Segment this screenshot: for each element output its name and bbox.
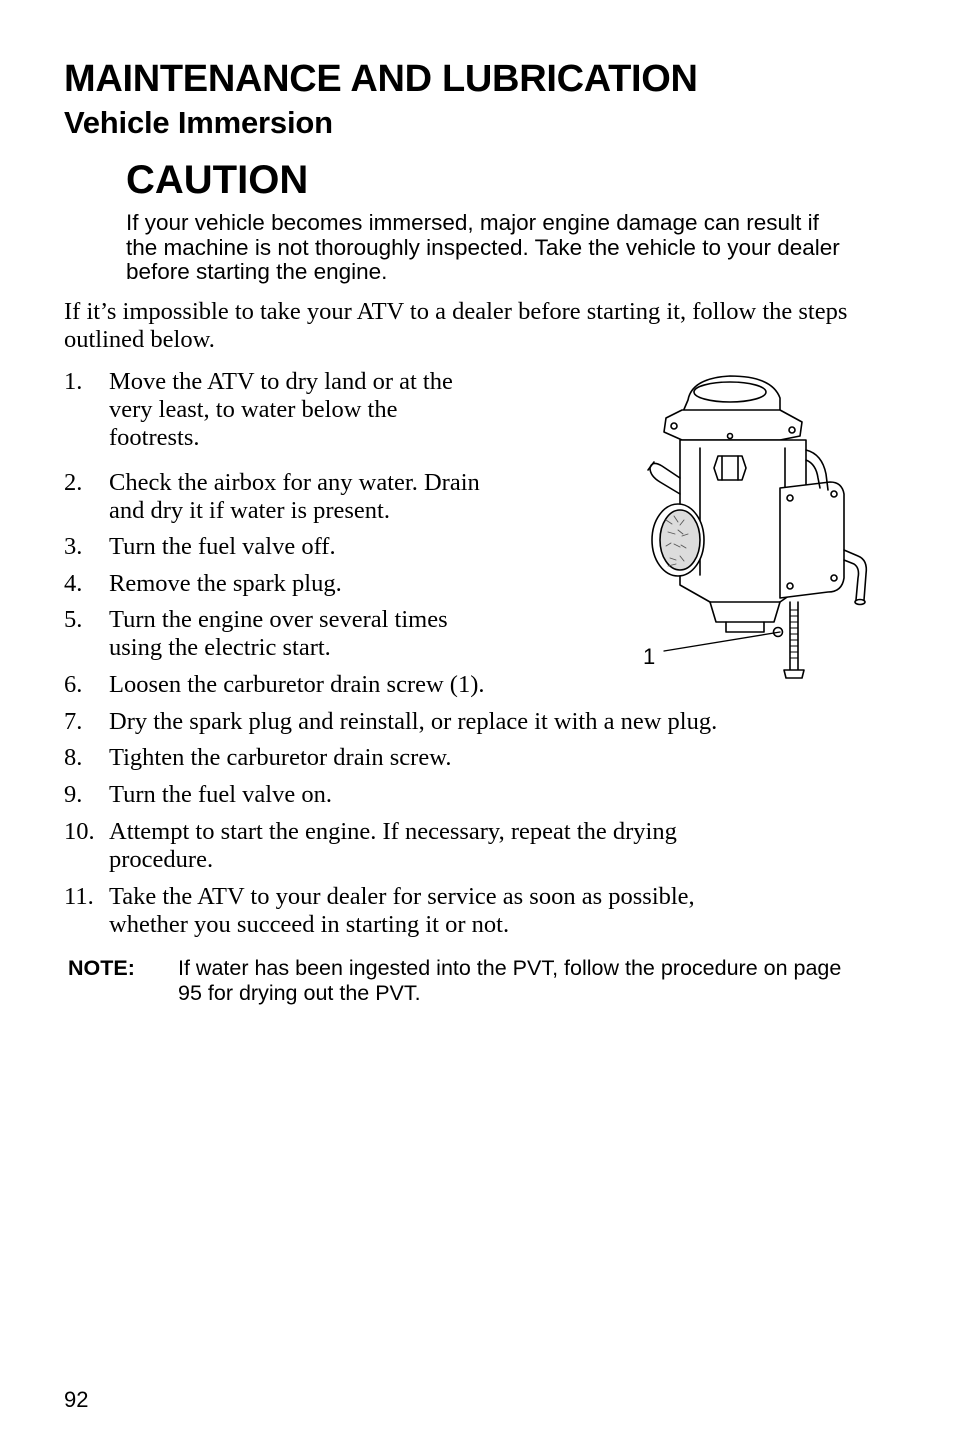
section-title: MAINTENANCE AND LUBRICATION <box>64 58 698 100</box>
step-text <box>109 744 451 772</box>
step-number: 5. <box>64 606 83 633</box>
step-number: 9. <box>64 781 83 808</box>
step-text <box>109 533 336 561</box>
carburetor-illustration <box>630 370 870 685</box>
step-line: very least, to water below the <box>109 396 398 423</box>
step-text <box>109 883 695 939</box>
step-line: Turn the fuel valve off. <box>109 533 336 560</box>
step-number: 8. <box>64 744 83 771</box>
step-number: 4. <box>64 570 83 597</box>
caution-heading: CAUTION <box>126 158 309 202</box>
step-line: and dry it if water is present. <box>109 497 390 524</box>
step-text <box>109 570 342 598</box>
callout-label-1: 1 <box>643 644 656 669</box>
step-line: whether you succeed in starting it or not. <box>109 911 510 938</box>
step-text <box>109 671 485 699</box>
step-line: Loosen the carburetor drain screw (1). <box>109 671 485 698</box>
intro-paragraph: If it’s impossible to take your ATV to a dealer before starting it, follow the steps outlined below. <box>64 298 848 353</box>
step-line: Remove the spark plug. <box>109 570 342 597</box>
step-line: Turn the fuel valve on. <box>109 781 332 808</box>
step-line: Take the ATV to your dealer for service as soon as possible, <box>109 883 695 910</box>
step-number: 1. <box>64 368 83 395</box>
subsection-title: Vehicle Immersion <box>64 105 333 140</box>
step-number: 3. <box>64 533 83 560</box>
step-line: Move the ATV to dry land or at the <box>109 368 453 395</box>
step-number: 6. <box>64 671 83 698</box>
step-number: 7. <box>64 708 83 735</box>
note-text: If water has been ingested into the PVT, follow the procedure on page 95 for drying out the PVT. <box>178 956 842 1005</box>
step-line: Check the airbox for any water. Drain <box>109 469 480 496</box>
step-text <box>109 606 448 662</box>
page-number: 92 <box>64 1387 89 1412</box>
step-text <box>109 781 332 809</box>
caution-text: If your vehicle becomes immersed, major engine damage can result if the machine is not thoroughly inspected. Take the vehicle to your dealer before starting the engine. <box>126 210 840 284</box>
step-line: procedure. <box>109 846 214 873</box>
step-line: using the electric start. <box>109 634 331 661</box>
step-text <box>109 818 677 874</box>
step-number: 11. <box>64 883 94 910</box>
step-line: Tighten the carburetor drain screw. <box>109 744 452 771</box>
step-text <box>109 368 453 452</box>
step-number: 2. <box>64 469 83 496</box>
note-label: NOTE: <box>68 956 135 980</box>
step-text <box>109 708 717 736</box>
step-line: footrests. <box>109 424 200 451</box>
step-line: Attempt to start the engine. If necessary, repeat the drying <box>109 818 677 845</box>
step-number: 10. <box>64 818 95 845</box>
step-text <box>109 469 480 525</box>
step-line: Turn the engine over several times <box>109 606 448 633</box>
step-line: Dry the spark plug and reinstall, or replace it with a new plug. <box>109 708 718 735</box>
